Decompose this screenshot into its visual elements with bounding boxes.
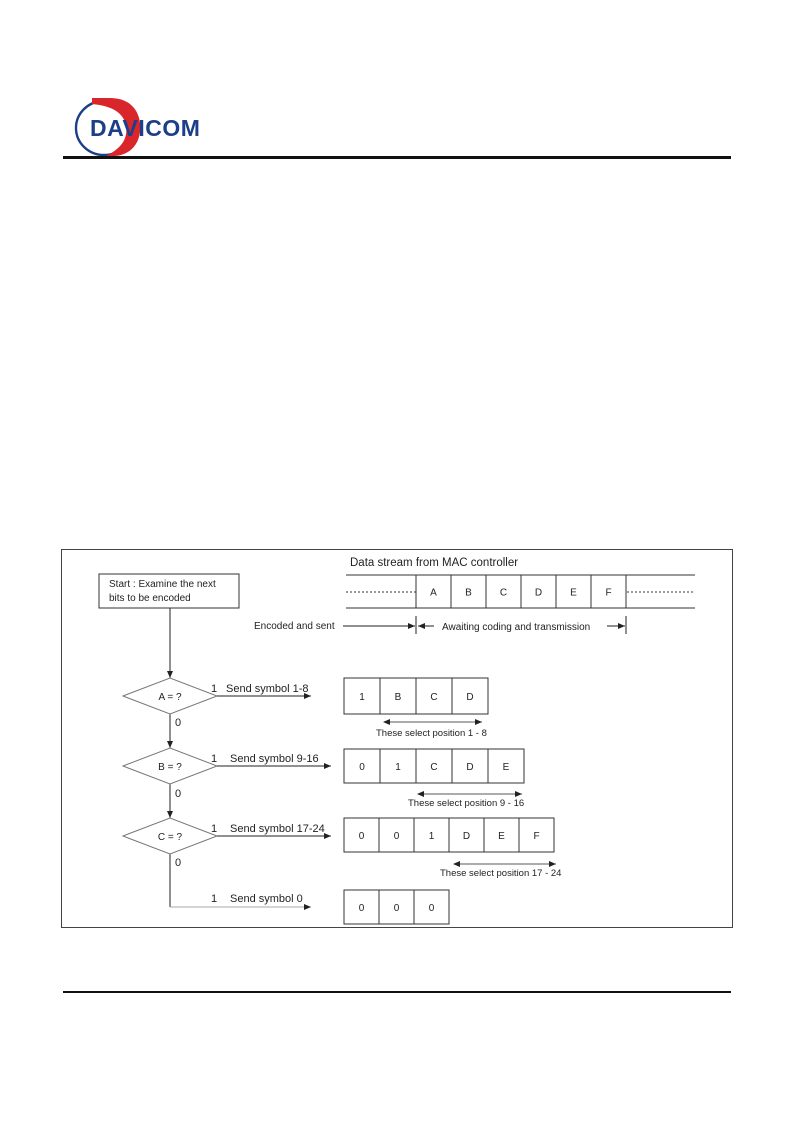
data-stream <box>346 575 695 608</box>
footer-rule <box>63 991 731 993</box>
decision-c-question: C = ? <box>157 832 183 843</box>
decision-b-no-label: 0 <box>175 788 182 800</box>
stream-cell-label: B <box>465 587 472 599</box>
final-cell-label: 0 <box>428 903 435 914</box>
stream-cell-label: E <box>570 587 577 599</box>
stream-title: Data stream from MAC controller <box>350 557 519 569</box>
decision-c-cell-label: E <box>498 831 505 842</box>
decision-c-cell-label: 1 <box>428 831 435 842</box>
encoding-flowchart-figure <box>61 549 733 928</box>
flowchart-svg <box>62 550 734 929</box>
stream-cell-label: F <box>605 587 612 599</box>
decision-c-send-label: Send symbol 17-24 <box>230 823 325 835</box>
decision-a-yes-label: 1 <box>211 683 218 695</box>
start-box-line-2: bits to be encoded <box>109 593 191 604</box>
decision-b-symbol-cells <box>344 749 524 783</box>
decision-c-cell-label: F <box>533 831 540 842</box>
decision-b-select-label: These select position 9 - 16 <box>408 798 525 809</box>
decision-a-cell-label: C <box>430 692 438 703</box>
decision-a-cell-label: 1 <box>359 692 365 703</box>
decision-c-cell-label: 0 <box>393 831 400 842</box>
decision-b-yes-label: 1 <box>211 753 218 765</box>
stream-cell-label: D <box>534 587 543 599</box>
final-yes-label: 1 <box>211 893 218 905</box>
davicom-logo <box>70 96 245 160</box>
decision-a-symbol-cells <box>344 678 488 714</box>
final-send-label: Send symbol 0 <box>230 893 303 905</box>
final-symbol-cells <box>344 890 449 924</box>
stream-cell-label: C <box>499 587 508 599</box>
stream-cell-label: A <box>430 587 437 599</box>
decision-a-send-label: Send symbol 1-8 <box>226 683 309 695</box>
decision-b-cell-label: 1 <box>395 762 401 773</box>
decision-c-symbol-cells <box>344 818 554 852</box>
decision-b-cell-label: D <box>466 762 474 773</box>
decision-b-question: B = ? <box>158 762 182 773</box>
decision-b-cell-label: 0 <box>359 762 365 773</box>
decision-b-cell-label: E <box>502 762 510 773</box>
encoded-label: Encoded and sent <box>254 621 335 632</box>
start-box-line-1: Start : Examine the next <box>109 579 216 590</box>
final-cell-label: 0 <box>358 903 365 914</box>
decision-a-cell-label: D <box>466 692 474 703</box>
decision-c-cell-label: D <box>462 831 471 842</box>
decision-c-select-label: These select position 17 - 24 <box>440 868 562 879</box>
header-rule <box>63 156 731 159</box>
decision-a-no-label: 0 <box>175 717 182 729</box>
decision-c-yes-label: 1 <box>211 823 218 835</box>
decision-a-cell-label: B <box>394 692 402 703</box>
decision-b-send-label: Send symbol 9-16 <box>230 753 319 765</box>
logo-text: DAVICOM <box>90 115 201 141</box>
decision-a-select-label: These select position 1 - 8 <box>376 728 487 739</box>
decision-a-question: A = ? <box>158 692 182 703</box>
decision-b-cell-label: C <box>430 762 438 773</box>
decision-c-no-label: 0 <box>175 857 182 869</box>
awaiting-label: Awaiting coding and transmission <box>442 622 591 633</box>
final-cell-label: 0 <box>393 903 400 914</box>
decision-c-cell-label: 0 <box>358 831 365 842</box>
